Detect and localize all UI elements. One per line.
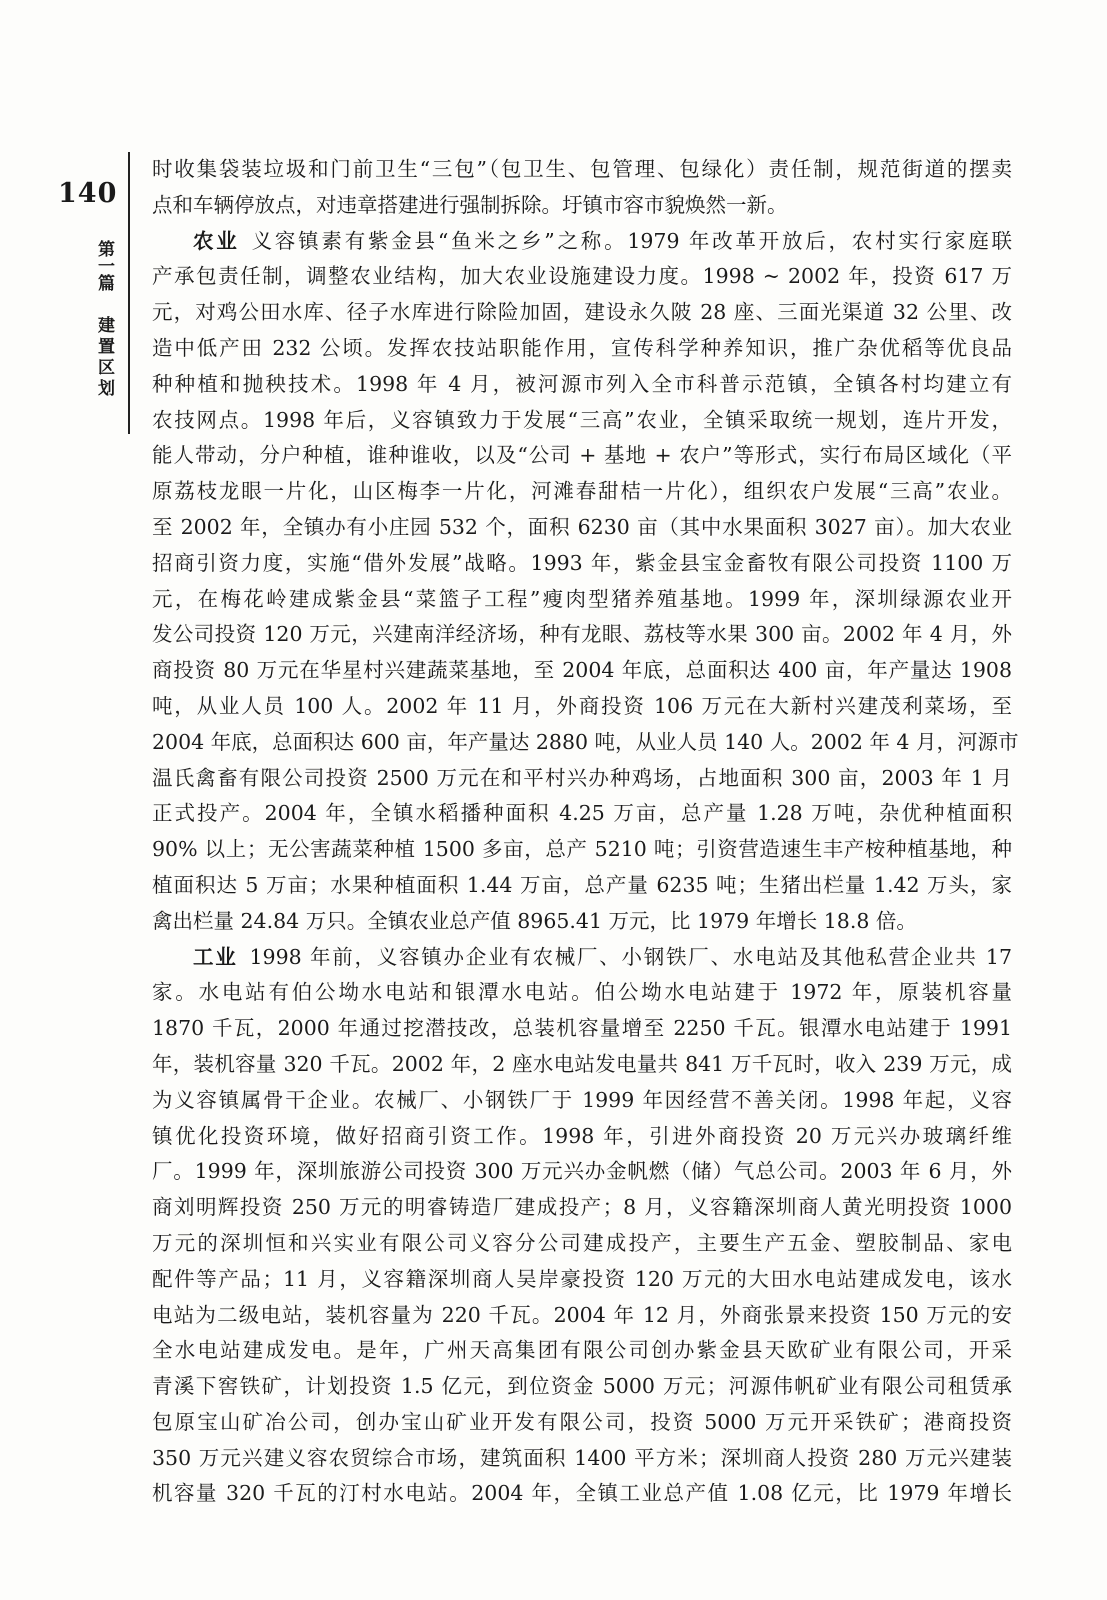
- paragraph-continuation: [152, 152, 1012, 224]
- text-line: 元，对鸡公田水库、径子水库进行除险加固，建设永久陂 28 座、三面光渠道 32 公里、改: [152, 300, 1012, 325]
- text-line: 商投资 80 万元在华星村兴建蔬菜基地，至 2004 年底，总面积达 400 亩，年产量达 1908: [152, 658, 1012, 683]
- text-line: 植面积达 5 万亩；水果种植面积 1.44 万亩，总产量 6235 吨；生猪出栏量 1.42 万头，家: [152, 872, 1012, 897]
- text-line: 配件等产品；11 月，义容籍深圳商人吴岸豪投资 120 万元的大田水电站建成发电，该水: [152, 1266, 1012, 1291]
- text-line: 全水电站建成发电。是年，广州天高集团有限公司创办紫金县天欧矿业有限公司，开采: [152, 1338, 1012, 1363]
- text-line: 机容量 320 千瓦的汀村水电站。2004 年，全镇工业总产值 1.08 亿元，比 1979 年增长: [152, 1481, 1012, 1506]
- text-line: 青溪下窖铁矿，计划投资 1.5 亿元，到位资金 5000 万元；河源伟帆矿业有限公司租赁承: [152, 1374, 1012, 1399]
- text-line: 温氏禽畜有限公司投资 2500 万元在和平村兴办种鸡场，占地面积 300 亩，2003 年 1 月: [152, 765, 1012, 790]
- text-line: 家。水电站有伯公坳水电站和银潭水电站。伯公坳水电站建于 1972 年，原装机容量: [152, 980, 1012, 1005]
- text-line: 种种植和抛秧技术。1998 年 4 月，被河源市列入全市科普示范镇，全镇各村均建立有: [152, 371, 1012, 396]
- text-line: 1870 千瓦，2000 年通过挖潜技改，总装机容量增至 2250 千瓦。银潭水电站建于 1991: [152, 1016, 1012, 1041]
- section-side-label: [84, 234, 124, 406]
- text-line: 电站为二级电站，装机容量为 220 千瓦。2004 年 12 月，外商张景来投资 150 万元的安: [152, 1302, 1012, 1327]
- text-line: 农技网点。1998 年后，义容镇致力于发展“三高”农业，全镇采取统一规划，连片开发，: [152, 407, 1012, 432]
- chapter-label: 建置区划: [94, 316, 114, 400]
- margin-rule: [128, 152, 130, 434]
- text-line: [152, 224, 1012, 260]
- text-line: 厂。1999 年，深圳旅游公司投资 300 万元兴办金帆燃（储）气总公司。2003 年 6 月，外: [152, 1159, 1012, 1184]
- text-line: [152, 940, 1012, 976]
- text-line-content: 义容镇素有紫金县“鱼米之乡”之称。1979 年改革开放后，农村实行家庭联: [251, 228, 1013, 253]
- page-body: [152, 152, 1019, 1512]
- text-line: 元，在梅花岭建成紫金县“菜篮子工程”瘦肉型猪养殖基地。1999 年，深圳绿源农业开: [152, 586, 1012, 611]
- text-line: 正式投产。2004 年，全镇水稻播种面积 4.25 万亩，总产量 1.28 万吨，杂优种植面积: [152, 801, 1012, 826]
- text-line: 万元的深圳恒和兴实业有限公司义容分公司建成投产，主要生产五金、塑胶制品、家电: [152, 1230, 1012, 1255]
- text-line: 发公司投资 120 万元，兴建南洋经济场，种有龙眼、荔枝等水果 300 亩。2002 年 4 月，外: [152, 622, 1012, 647]
- text-line: 镇优化投资环境，做好招商引资工作。1998 年，引进外商投资 20 万元兴办玻璃纤维: [152, 1123, 1012, 1148]
- text-line: 为义容镇属骨干企业。农械厂、小钢铁厂于 1999 年因经营不善关闭。1998 年起，义容: [152, 1087, 1012, 1112]
- text-line: 90% 以上；无公害蔬菜种植 1500 多亩，总产 5210 吨；引资营造速生丰产桉种植基地，种: [152, 837, 1012, 862]
- text-line-content: 1998 年前，义容镇办企业有农械厂、小钢铁厂、水电站及其他私营企业共 17: [249, 944, 1012, 969]
- paragraph-agriculture: [152, 224, 1019, 940]
- text-line: 招商引资力度，实施“借外发展”战略。1993 年，紫金县宝金畜牧有限公司投资 1100 万: [152, 550, 1012, 575]
- text-line: 能人带动，分户种植，谁种谁收，以及“公司 + 基地 + 农户”等形式，实行布局区域化（平: [152, 443, 1012, 468]
- section-heading-agriculture: 农业: [193, 228, 240, 253]
- text-line: 产承包责任制，调整农业结构，加大农业设施建设力度。1998 ~ 2002 年，投资 617 万: [152, 264, 1012, 289]
- text-line: 商刘明辉投资 250 万元的明睿铸造厂建成投产；8 月，义容籍深圳商人黄光明投资 1000: [152, 1195, 1012, 1220]
- text-line: 造中低产田 232 公顷。发挥农技站职能作用，宣传科学种养知识，推广杂优稻等优良品: [152, 335, 1012, 360]
- text-line: 点和车辆停放点，对违章搭建进行强制拆除。圩镇市容市貌焕然一新。: [152, 192, 788, 217]
- page-number: 140: [58, 178, 118, 209]
- part-label: 第一篇: [94, 239, 114, 291]
- text-line: 350 万元兴建义容农贸综合市场，建筑面积 1400 平方米；深圳商人投资 280 万元兴建装: [152, 1445, 1012, 1470]
- paragraph-industry: [152, 940, 1012, 1513]
- text-line: 吨，从业人员 100 人。2002 年 11 月，外商投资 106 万元在大新村兴建茂利菜场，至: [152, 693, 1012, 718]
- text-line: 时收集袋装垃圾和门前卫生“三包”（包卫生、包管理、包绿化）责任制，规范街道的摆卖: [152, 157, 1012, 181]
- text-line: 原荔枝龙眼一片化，山区梅李一片化，河滩春甜桔一片化），组织农户发展“三高”农业。: [152, 479, 1012, 504]
- text-line: 至 2002 年，全镇办有小庄园 532 个，面积 6230 亩（其中水果面积 3027 亩）。加大农业: [152, 514, 1012, 539]
- text-line: 2004 年底，总面积达 600 亩，年产量达 2880 吨，从业人员 140 人。2002 年 4 月，河源市: [152, 729, 1019, 754]
- section-heading-industry: 工业: [193, 944, 238, 969]
- text-line: 禽出栏量 24.84 万只。全镇农业总产值 8965.41 万元，比 1979 年增长 18.8 倍。: [152, 908, 917, 933]
- text-line: 包原宝山矿冶公司，创办宝山矿业开发有限公司，投资 5000 万元开采铁矿；港商投资: [152, 1409, 1012, 1434]
- text-line: 年，装机容量 320 千瓦。2002 年，2 座水电站发电量共 841 万千瓦时，收入 239 万元，成: [152, 1051, 1012, 1076]
